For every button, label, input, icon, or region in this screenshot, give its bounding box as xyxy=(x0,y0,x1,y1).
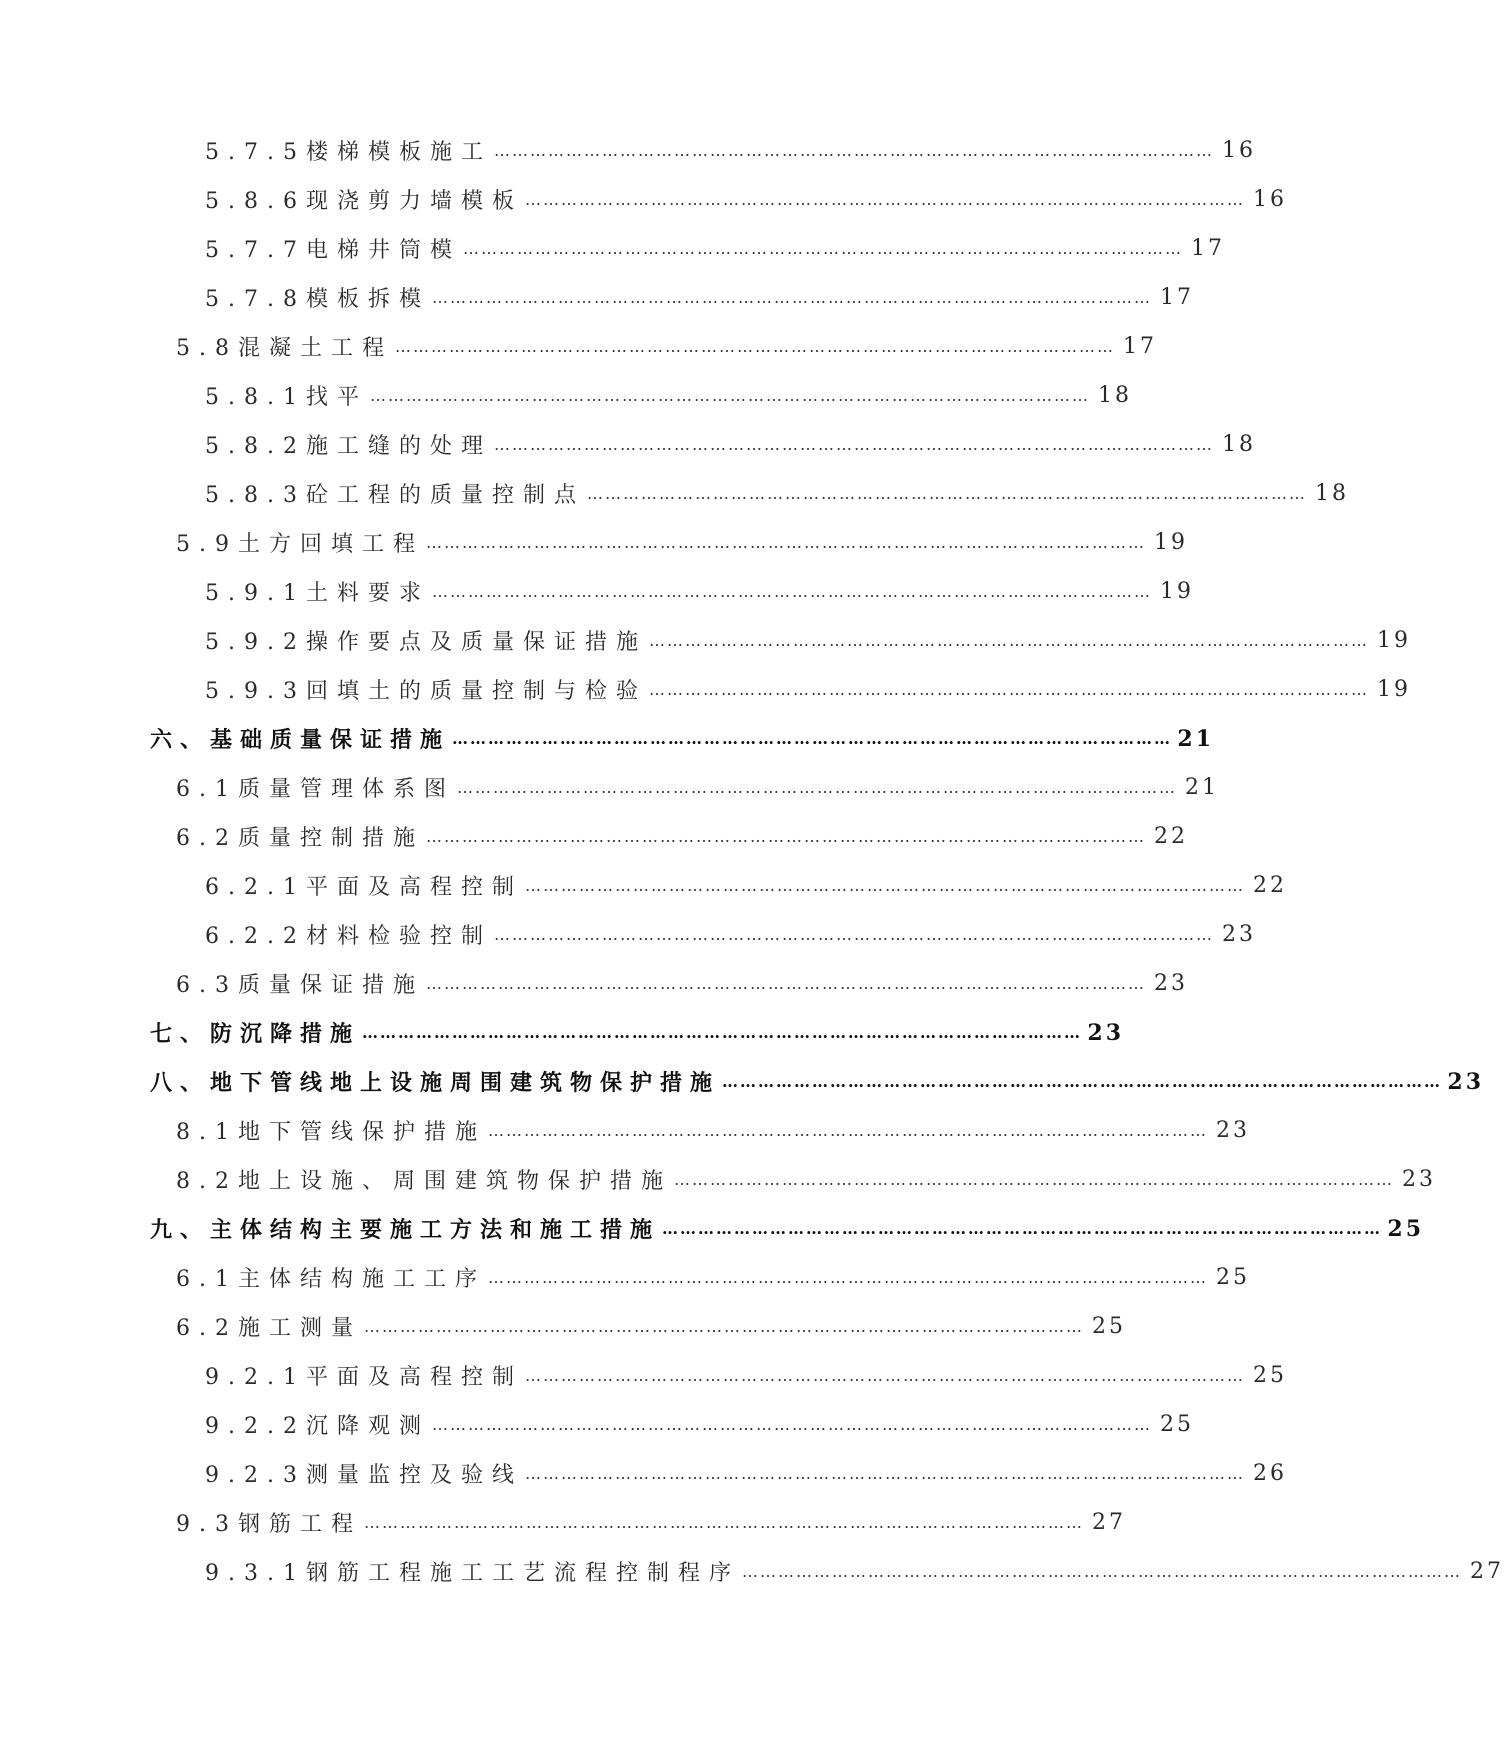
toc-leader-dots: ………………………………………………………………………………………………………… xyxy=(488,1268,1208,1287)
toc-leader-dots: ………………………………………………………………………………………………………… xyxy=(493,141,1214,160)
toc-page-number: 19 xyxy=(1376,677,1411,702)
toc-page-number: 17 xyxy=(1190,236,1225,261)
toc-entry-label: 6.1主体结构施工工序 xyxy=(176,1262,488,1293)
toc-entry-label: 6.2.1平面及高程控制 xyxy=(205,870,525,901)
toc-page-number: 23 xyxy=(1447,1068,1485,1095)
toc-leader-dots: ………………………………………………………………………………………………………… xyxy=(488,1121,1208,1140)
toc-leader-dots: ………………………………………………………………………………………………………… xyxy=(431,1415,1152,1434)
toc-entry[interactable] xyxy=(0,322,1241,371)
toc-entry-label: 5.8混凝土工程 xyxy=(176,331,395,362)
toc-entry[interactable] xyxy=(0,763,1241,812)
toc-entry-label: 七、防沉降措施 xyxy=(150,1017,362,1048)
toc-page-number: 25 xyxy=(1387,1215,1425,1242)
toc-page-number: 23 xyxy=(1154,971,1188,996)
toc-leader-dots: ………………………………………………………………………………………………………… xyxy=(524,876,1245,895)
toc-leader-dots: ………………………………………………………………………………………………………… xyxy=(524,1366,1245,1385)
toc-page-number: 23 xyxy=(1216,1118,1250,1143)
toc-entry[interactable] xyxy=(0,224,1241,273)
toc-entry[interactable] xyxy=(0,1106,1250,1155)
toc-page-number: 23 xyxy=(1402,1167,1436,1192)
toc-page-number: 21 xyxy=(1177,725,1215,752)
toc-entry[interactable] xyxy=(0,1253,1250,1302)
toc-entry-label: 5.7.5楼梯模板施工 xyxy=(205,135,494,166)
toc-page-number: 18 xyxy=(1097,383,1132,408)
toc-page-number: 17 xyxy=(1123,334,1157,359)
toc-page-number: 27 xyxy=(1469,1559,1504,1584)
toc-page-number: 25 xyxy=(1216,1265,1250,1290)
toc-leader-dots: ………………………………………………………………………………………………………… xyxy=(426,533,1146,552)
toc-entry[interactable] xyxy=(0,910,1256,959)
toc-entry-label: 5.8.3砼工程的质量控制点 xyxy=(205,478,587,509)
toc-entry-label: 5.7.7电梯井筒模 xyxy=(205,233,463,264)
toc-entry-label: 5.8.2施工缝的处理 xyxy=(205,429,494,460)
toc-page-number: 18 xyxy=(1221,432,1256,457)
toc-leader-dots: ………………………………………………………………………………………………………… xyxy=(493,925,1214,944)
toc-entry-label: 6.2.2材料检验控制 xyxy=(205,919,494,950)
toc-entry[interactable] xyxy=(0,1057,1485,1106)
toc-page-number: 18 xyxy=(1314,481,1349,506)
toc-page-number: 19 xyxy=(1376,628,1411,653)
toc-leader-dots: ………………………………………………………………………………………………………… xyxy=(674,1170,1394,1189)
toc-leader-dots: ………………………………………………………………………………………………………… xyxy=(462,239,1183,258)
toc-entry-label: 八、地下管线地上设施周围建筑物保护措施 xyxy=(150,1066,722,1097)
toc-entry[interactable] xyxy=(0,1204,1425,1253)
toc-entry[interactable] xyxy=(0,420,1256,469)
toc-entry[interactable] xyxy=(0,616,1411,665)
toc-entry[interactable] xyxy=(0,1351,1287,1400)
toc-page-number: 26 xyxy=(1252,1461,1287,1486)
toc-entry[interactable] xyxy=(0,1155,1436,1204)
toc-entry[interactable] xyxy=(0,469,1349,518)
toc-leader-dots: ………………………………………………………………………………………………………… xyxy=(722,1072,1443,1091)
toc-entry-label: 9.3.1钢筋工程施工工艺流程控制程序 xyxy=(205,1556,742,1587)
toc-entry-label: 5.8.1找平 xyxy=(205,380,370,411)
toc-entry-label: 九、主体结构主要施工方法和施工措施 xyxy=(150,1213,662,1244)
toc-leader-dots: ………………………………………………………………………………………………………… xyxy=(369,386,1090,405)
toc-entry[interactable] xyxy=(0,1400,1241,1449)
toc-entry-label: 8.2地上设施、周围建筑物保护措施 xyxy=(176,1164,674,1195)
toc-entry-label: 5.9.1土料要求 xyxy=(205,576,432,607)
toc-leader-dots: ………………………………………………………………………………………………………… xyxy=(493,435,1214,454)
toc-leader-dots: ………………………………………………………………………………………………………… xyxy=(364,1317,1084,1336)
toc-entry-label: 5.8.6现浇剪力墙模板 xyxy=(205,184,525,215)
toc-page-number: 25 xyxy=(1159,1412,1194,1437)
toc-page-number: 22 xyxy=(1154,824,1188,849)
toc-entry-label: 5.9.3回填土的质量控制与检验 xyxy=(205,674,649,705)
toc-leader-dots: ………………………………………………………………………………………………………… xyxy=(648,631,1369,650)
toc-entry[interactable] xyxy=(0,371,1241,420)
toc-entry[interactable] xyxy=(0,812,1241,861)
toc-leader-dots: ………………………………………………………………………………………………………… xyxy=(741,1562,1462,1581)
toc-page-number: 27 xyxy=(1092,1510,1126,1535)
toc-leader-dots: ………………………………………………………………………………………………………… xyxy=(662,1219,1383,1238)
toc-entry[interactable] xyxy=(0,518,1241,567)
toc-leader-dots: ………………………………………………………………………………………………………… xyxy=(586,484,1307,503)
toc-entry-label: 9.2.1平面及高程控制 xyxy=(205,1360,525,1391)
toc-page-number: 25 xyxy=(1252,1363,1287,1388)
toc-entry[interactable] xyxy=(0,1547,1504,1596)
toc-leader-dots: ………………………………………………………………………………………………………… xyxy=(524,190,1245,209)
toc-entry[interactable] xyxy=(0,714,1241,763)
toc-entry-label: 9.2.2沉降观测 xyxy=(205,1409,432,1440)
toc-leader-dots: ………………………………………………………………………………………………………… xyxy=(431,582,1152,601)
toc-entry[interactable] xyxy=(0,126,1256,175)
toc-leader-dots: ………………………………………………………………………………………………………… xyxy=(457,778,1177,797)
toc-page-number: 19 xyxy=(1154,530,1188,555)
toc-entry[interactable] xyxy=(0,861,1287,910)
toc-page-number: 17 xyxy=(1159,285,1194,310)
toc-entry-label: 6.2施工测量 xyxy=(176,1311,364,1342)
toc-entry-label: 六、基础质量保证措施 xyxy=(150,723,452,754)
toc-leader-dots: ………………………………………………………………………………………………………… xyxy=(364,1513,1084,1532)
toc-entry[interactable] xyxy=(0,1008,1241,1057)
toc-entry[interactable] xyxy=(0,1302,1241,1351)
toc-entry-label: 5.9土方回填工程 xyxy=(176,527,426,558)
toc-entry[interactable] xyxy=(0,1449,1287,1498)
toc-entry-label: 9.3钢筋工程 xyxy=(176,1507,364,1538)
toc-entry-label: 5.9.2操作要点及质量保证措施 xyxy=(205,625,649,656)
toc-page-number: 16 xyxy=(1221,138,1256,163)
toc-leader-dots: ………………………………………………………………………………………………………… xyxy=(431,288,1152,307)
toc-leader-dots: ………………………………………………………………………………………………………… xyxy=(426,974,1146,993)
toc-leader-dots: ………………………………………………………………………………………………………… xyxy=(524,1464,1245,1483)
toc-page-number: 16 xyxy=(1252,187,1287,212)
toc-page-number: 22 xyxy=(1252,873,1287,898)
toc-entry-label: 6.3质量保证措施 xyxy=(176,968,426,999)
toc-page-number: 21 xyxy=(1185,775,1219,800)
toc-entry-label: 6.1质量管理体系图 xyxy=(176,772,457,803)
toc-page-number: 23 xyxy=(1221,922,1256,947)
toc-page-number: 23 xyxy=(1087,1019,1125,1046)
toc-entry[interactable] xyxy=(0,273,1241,322)
toc-entry-label: 5.7.8模板拆模 xyxy=(205,282,432,313)
toc-leader-dots: ………………………………………………………………………………………………………… xyxy=(452,729,1173,748)
toc-entry[interactable] xyxy=(0,1498,1241,1547)
toc-entry-label: 9.2.3测量监控及验线 xyxy=(205,1458,525,1489)
toc-entry[interactable] xyxy=(0,567,1241,616)
toc-entry-label: 6.2质量控制措施 xyxy=(176,821,426,852)
toc-entry[interactable] xyxy=(0,175,1287,224)
toc-leader-dots: ………………………………………………………………………………………………………… xyxy=(395,337,1115,356)
toc-page-number: 25 xyxy=(1092,1314,1126,1339)
toc-entry[interactable] xyxy=(0,665,1411,714)
toc-page-number: 19 xyxy=(1159,579,1194,604)
toc-entry-label: 8.1地下管线保护措施 xyxy=(176,1115,488,1146)
toc-leader-dots: ………………………………………………………………………………………………………… xyxy=(426,827,1146,846)
toc-leader-dots: ………………………………………………………………………………………………………… xyxy=(362,1023,1083,1042)
toc-leader-dots: ………………………………………………………………………………………………………… xyxy=(648,680,1369,699)
table-of-contents xyxy=(0,126,1504,1596)
toc-entry[interactable] xyxy=(0,959,1241,1008)
